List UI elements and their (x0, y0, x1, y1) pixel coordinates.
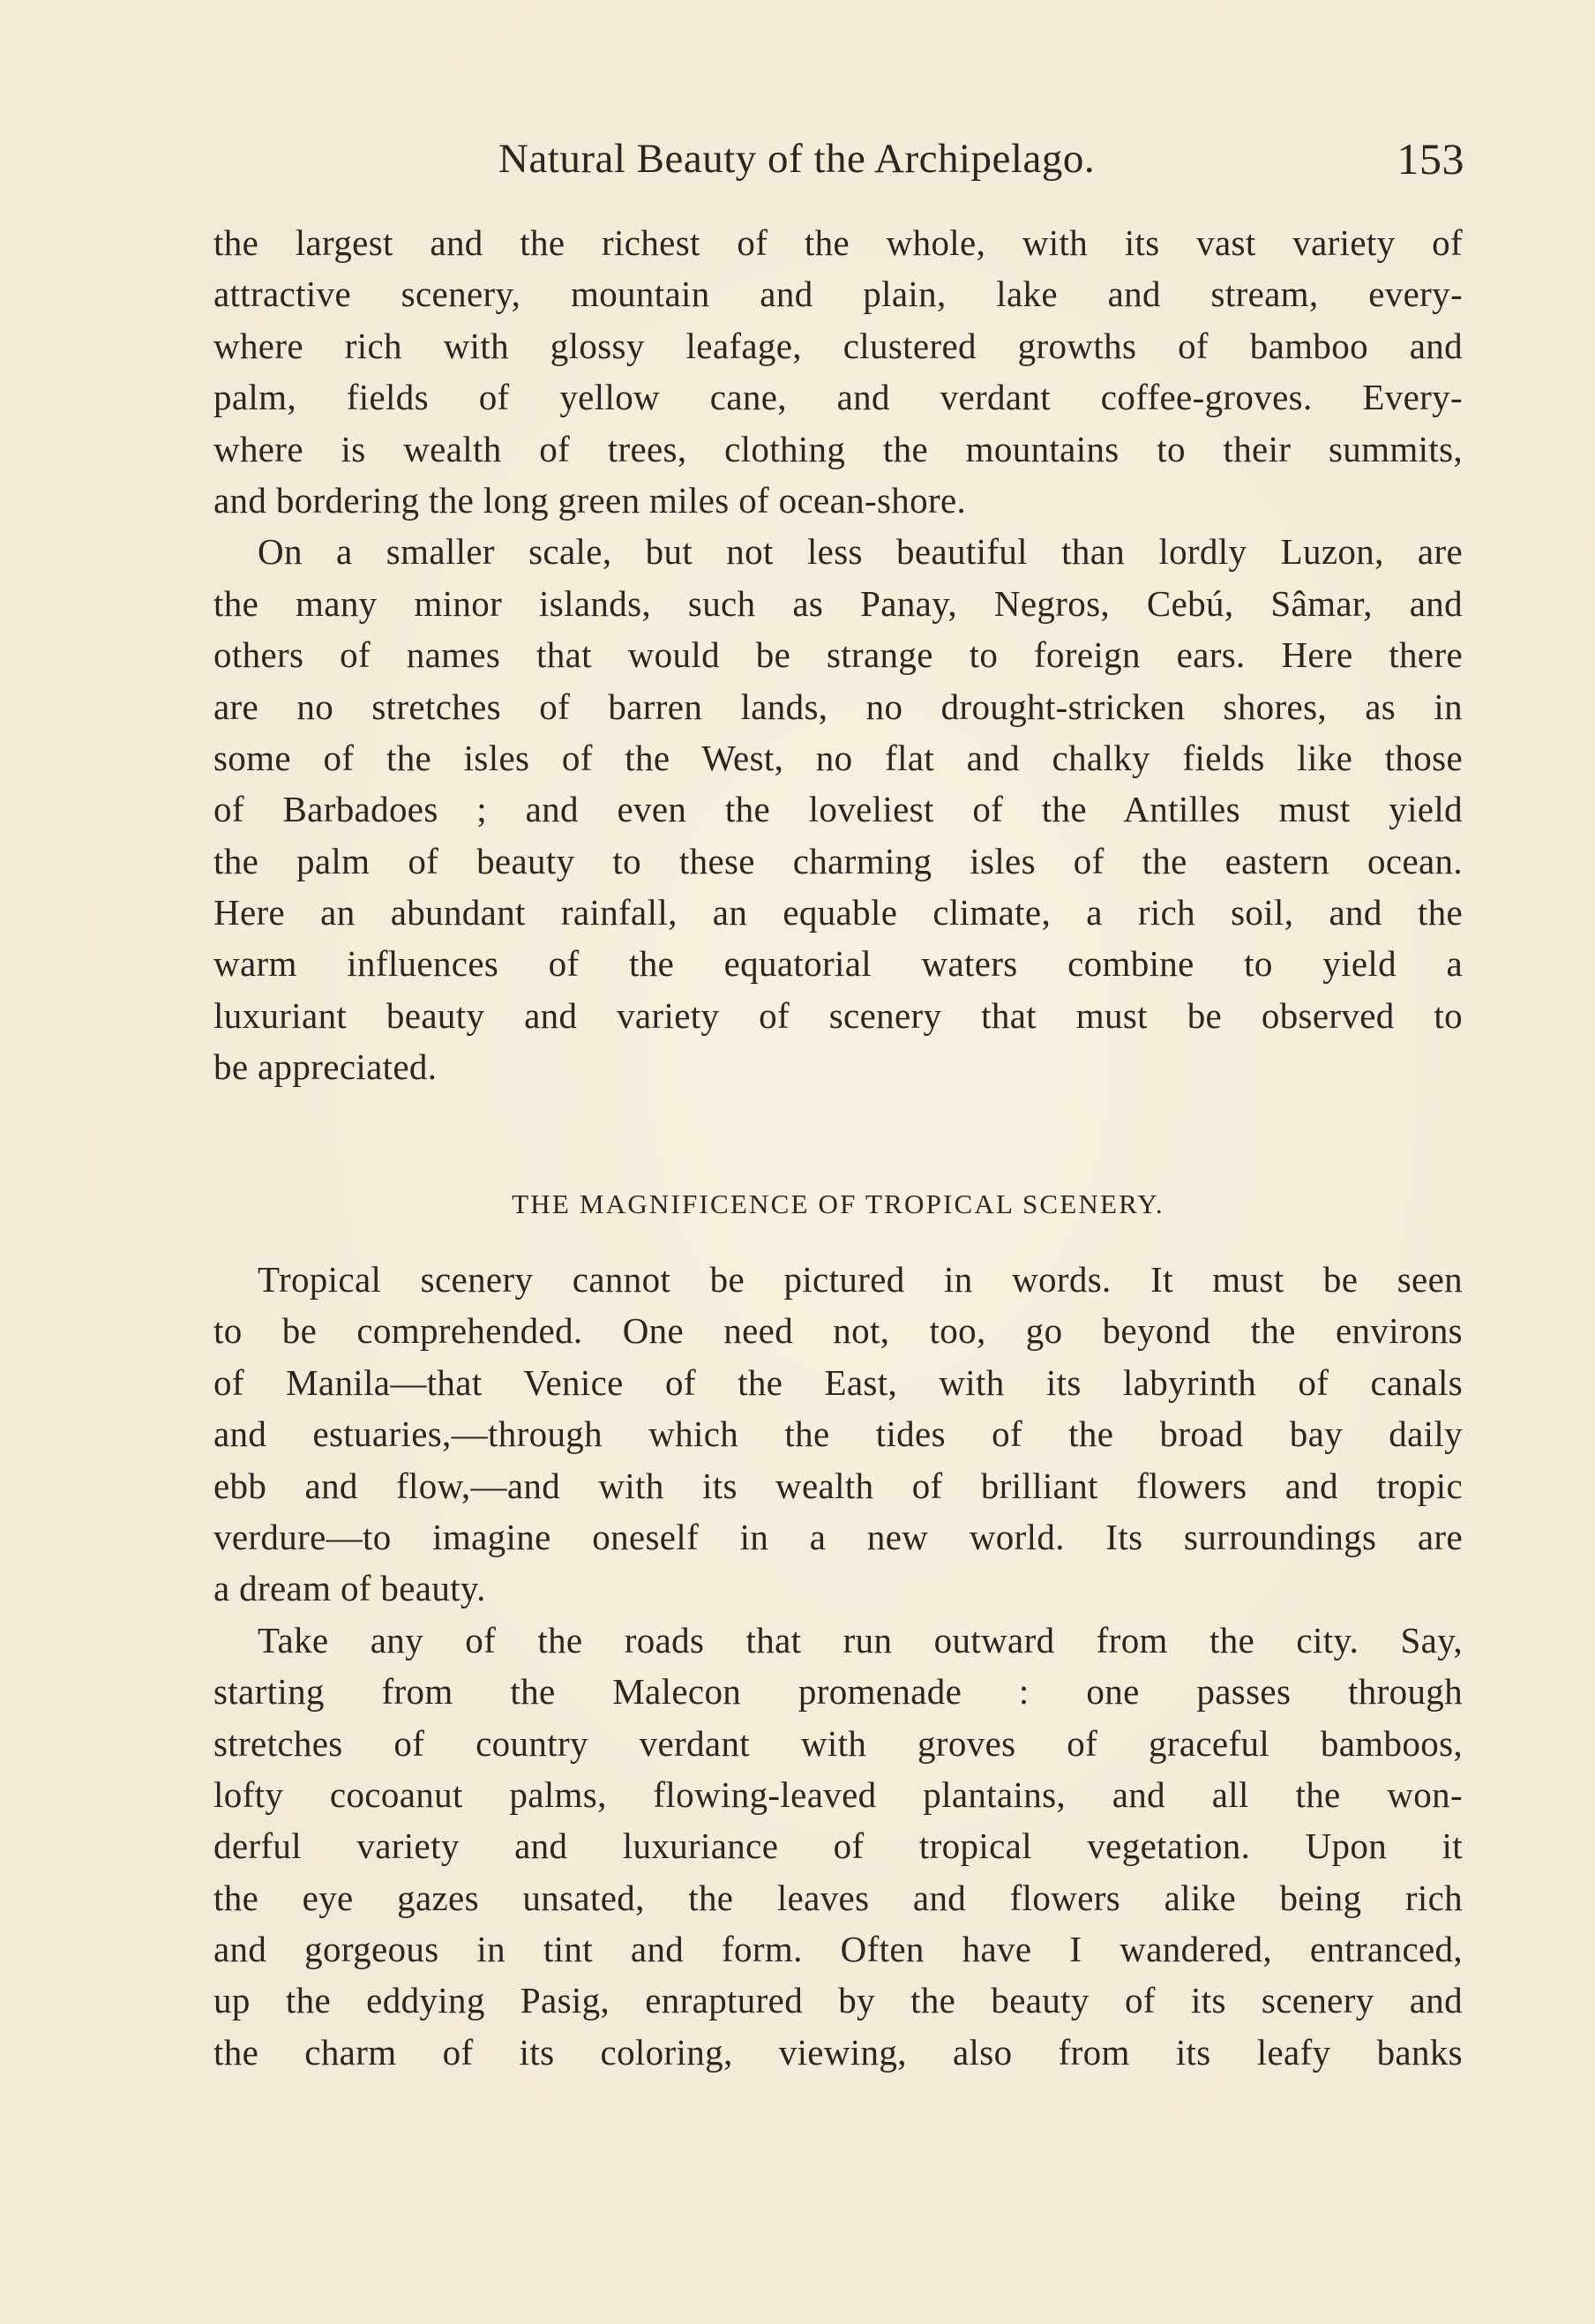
text-line: warm influences of the equatorial waters combine to yield a (213, 943, 1463, 985)
text-line: where rich with glossy leafage, clustered growths of bamboo and (213, 325, 1463, 366)
text-line: luxuriant beauty and variety of scenery that must be observed to (213, 994, 1463, 1036)
text-line: and bordering the long green miles of ocean-shore. (213, 479, 967, 521)
text-line: be appreciated. (213, 1046, 438, 1088)
text-line: verdure—to imagine oneself in a new world. Its surroundings are (213, 1516, 1463, 1557)
text-line: Here an abundant rainfall, an equable climate, a rich soil, and the (213, 892, 1463, 933)
text-line: lofty cocoanut palms, flowing-leaved plantains, and all the won- (213, 1773, 1463, 1815)
text-line: others of names that would be strange to foreign ears. Here there (213, 634, 1463, 676)
text-line: of Manila—that Venice of the East, with its labyrinth of canals (213, 1361, 1463, 1403)
text-line: are no stretches of barren lands, no drought-stricken shores, as in (213, 686, 1463, 727)
running-title: Natural Beauty of the Archipelago. (498, 136, 1096, 182)
text-line: where is wealth of trees, clothing the mountains to their summits, (213, 428, 1463, 469)
text-line: palm, fields of yellow cane, and verdant coffee-groves. Every- (213, 377, 1463, 418)
text-line: Tropical scenery cannot be pictured in words. It must be seen (258, 1259, 1463, 1300)
text-line: the largest and the richest of the whole, with its vast variety of (213, 222, 1463, 263)
text-line: the eye gazes unsated, the leaves and flowers alike being rich (213, 1877, 1463, 1918)
text-line: and gorgeous in tint and form. Often have I wandered, entranced, (213, 1929, 1463, 1970)
text-line: starting from the Malecon promenade : one passes through (213, 1671, 1463, 1713)
text-line: attractive scenery, mountain and plain, lake and stream, every- (213, 274, 1463, 315)
running-header (498, 124, 1464, 194)
text-line: the many minor islands, such as Panay, Negros, Cebú, Sâmar, and (213, 582, 1463, 624)
text-line: of Barbadoes ; and even the loveliest of the Antilles must yield (213, 789, 1463, 830)
text-line: derful variety and luxuriance of tropical vegetation. Upon it (213, 1825, 1463, 1867)
text-line: a dream of beauty. (213, 1568, 486, 1609)
body-text-top (213, 217, 1463, 1093)
text-line: some of the isles of the West, no flat and chalky fields like those (213, 737, 1463, 778)
text-line: up the eddying Pasig, enraptured by the beauty of its scenery and (213, 1980, 1463, 2021)
page-number: 153 (1397, 134, 1464, 184)
body-text-bottom (213, 1254, 1463, 2078)
text-line: to be comprehended. One need not, too, go beyond the environs (213, 1310, 1463, 1352)
text-line: the charm of its coloring, viewing, also from its leafy banks (213, 2031, 1463, 2073)
text-line: ebb and flow,—and with its wealth of brilliant flowers and tropic (213, 1465, 1463, 1506)
text-line: stretches of country verdant with groves of graceful bamboos, (213, 1722, 1463, 1764)
text-line: On a smaller scale, but not less beautiful than lordly Luzon, are (258, 531, 1463, 573)
text-line: and estuaries,—through which the tides of the broad bay daily (213, 1413, 1463, 1455)
text-line: the palm of beauty to these charming isles of the eastern ocean. (213, 840, 1463, 881)
section-heading: THE MAGNIFICENCE OF TROPICAL SCENERY. (512, 1188, 1164, 1219)
text-line: Take any of the roads that run outward from the city. Say, (258, 1619, 1463, 1661)
